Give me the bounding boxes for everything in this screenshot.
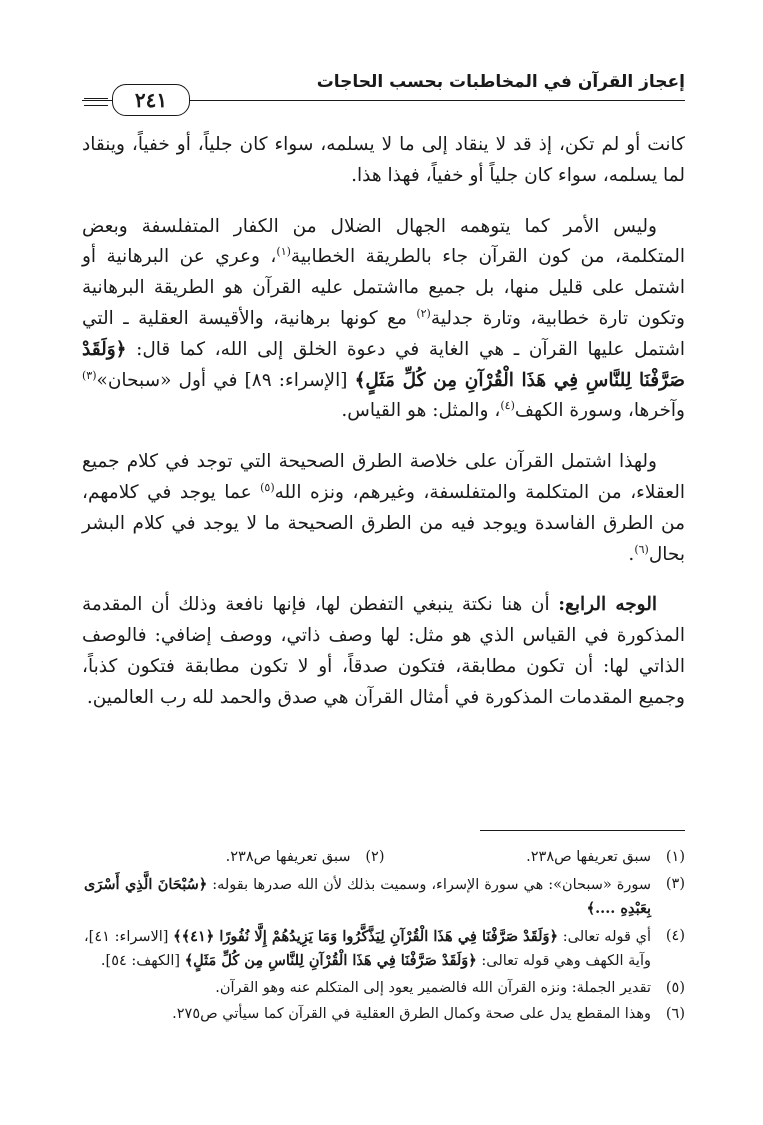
footnote-text: سبق تعريفها ص٢٣٨.: [225, 849, 351, 865]
footnote-ref-2: (٢): [416, 306, 431, 320]
footnote-number: (٣): [665, 875, 685, 892]
footnote-number: (٥): [665, 979, 685, 996]
footnote-text: [الاسراء: ٤١]، وآية الكهف وهي قوله تعالى:: [84, 928, 651, 969]
paragraph-4-text: أن هنا نكتة ينبغي التفطن لها، فإنها نافعة وذلك أن المقدمة المذكورة في القياس الذي هو مثل: لها وصف ذاتي، ووصف إضافي: فالوصف الذاتي لها: أن تكون مطابقة، فتكون صدقاً، أو لا تكون مطابقة فتكون كذباً، وجميع المقدمات المذكورة في أمثال القرآن هي صدق والحمد لله رب العالمين.: [82, 594, 685, 708]
footnote-number: (٦): [665, 1006, 685, 1022]
running-title: إعجاز القرآن في المخاطبات بحسب الحاجات: [316, 72, 685, 92]
footnote-5: [84, 977, 685, 1001]
paragraph-1: [82, 130, 685, 192]
footnote-number: (٤): [665, 927, 685, 944]
footnotes: [84, 846, 685, 1030]
footnote-4: [84, 925, 685, 974]
footnote-number: (١): [665, 849, 685, 865]
footnote-text: أي قوله تعالى:: [558, 928, 651, 945]
footnote-6: [84, 1003, 685, 1027]
footnote-text: سورة «سبحان»: هي سورة الإسراء، وسميت بذلك لأن الله صدرها بقوله:: [207, 876, 652, 893]
footnote-ref-1: (١): [276, 245, 291, 259]
quran-verse: ﴿وَلَقَدْ صَرَّفْنَا لِلنَّاسِ فِي هَذَا الْقُرْآنِ مِن كُلِّ مَثَلٍ﴾: [82, 338, 685, 391]
quran-verse: ﴿وَلَقَدْ صَرَّفْنَا فِي هَذَا الْقُرْآنِ لِيَذَّكَّرُوا وَمَا يَزِيدُهُمْ إِلَّا نُفُورًا ﴿٤١﴾﴾: [173, 927, 559, 945]
p2-text-5: وآخرها، وسورة الكهف: [514, 400, 685, 422]
footnote-text: [الكهف: ٥٤].: [100, 953, 185, 969]
footnote-1: [385, 846, 686, 870]
p2-text-3: مع كونها برهانية، والأقيسة العقلية ـ التي اشتمل عليها القرآن ـ هي الغاية في دعوة الخلق إلى الله، كما قال:: [82, 307, 685, 360]
page-number: ٢٤١: [112, 84, 190, 116]
footnote-2: [84, 846, 385, 870]
p3-text-1: ولهذا اشتمل القرآن على خلاصة الطرق الصحيحة التي توجد في كلام جميع العقلاء، من المتكلمة والمتفلسفة، وغيرهم، ونزه الله: [82, 451, 685, 503]
quran-verse: ﴿وَلَقَدْ صَرَّفْنَا فِي هَذَا الْقُرْآنِ لِلنَّاسِ مِن كُلِّ مَثَلٍ﴾: [184, 952, 477, 969]
p3-text-3: .: [628, 543, 635, 565]
quran-verse: ﴿سُبْحَانَ الَّذِي أَسْرَى بِعَبْدِهِ ....﴾: [84, 875, 651, 917]
footnote-3: [84, 873, 685, 922]
paragraph-1-text: كانت أو لم تكن، إذ قد لا ينقاد إلى ما لا يسلمه، سواء كان جلياً، أو خفياً، وينقاد لما يسلمه، سواء كان جلياً أو خفياً، فهذا هذا.: [82, 134, 685, 186]
p3-text-2: عما يوجد في كلامهم، من الطرق الفاسدة ويوجد فيه من الطرق الصحيحة ما لا يوجد في كلام البشر بحال: [82, 481, 685, 565]
footnote-text: سبق تعريفها ص٢٣٨.: [526, 849, 651, 865]
ornament-double-line: [84, 98, 108, 106]
page-number-ornament: [84, 84, 194, 118]
footnote-text: وهذا المقطع يدل على صحة وكمال الطرق العقلية في القرآن كما سيأتي ص٢٧٥.: [172, 1006, 651, 1022]
main-text: [82, 130, 685, 734]
footnote-rule: [480, 830, 685, 831]
p2-text-4: [الإسراء: ٨٩] في أول «سبحان»: [96, 369, 355, 391]
paragraph-2: [82, 212, 685, 428]
footnote-ref-3: (٣): [82, 368, 97, 382]
section-lead: الوجه الرابع:: [558, 594, 658, 616]
p2-text-2: ، وعري عن البرهانية أو اشتمل على قليل منها، بل جميع مااشتمل عليه القرآن هو الطريقة البرهانية وتكون تارة خطابية، وتارة جدلية: [82, 246, 685, 329]
footnote-text: تقدير الجملة: ونزه القرآن الله فالضمير يعود إلى المتكلم عنه وهو القرآن.: [215, 979, 651, 996]
footnote-ref-5: (٥): [260, 480, 275, 494]
footnote-number: (٢): [365, 849, 385, 865]
footnote-ref-6: (٦): [634, 542, 649, 556]
p2-text-1: وليس الأمر كما يتوهمه الجهال الضلال من الكفار المتفلسفة وبعض المتكلمة، من كون القرآن جاء بالطريقة الخطابية: [82, 215, 685, 268]
footnote-row-1-2: [84, 846, 685, 870]
p2-text-6: ، والمثل: هو القياس.: [341, 400, 501, 422]
footnote-ref-4: (٤): [500, 399, 515, 413]
paragraph-4: [82, 590, 685, 713]
paragraph-3: [82, 447, 685, 570]
